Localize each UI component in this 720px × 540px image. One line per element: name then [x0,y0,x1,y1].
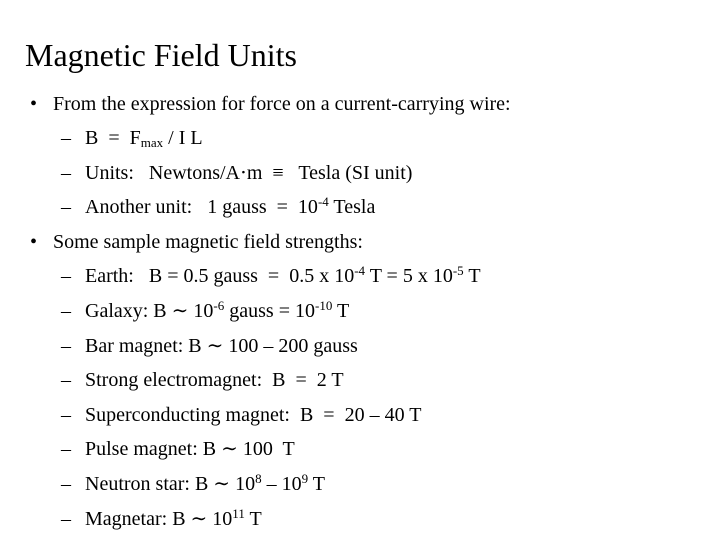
dash-marker: – [61,404,71,426]
sub-bullet-item [61,161,412,185]
bullet-text: Strong electromagnet: B = 2 T [85,369,344,391]
superscript: 8 [255,471,262,486]
slide-title: Magnetic Field Units [25,37,297,73]
bullet-text [85,473,325,495]
text-run: T [244,508,262,530]
bullet-text [85,265,481,287]
text-run: Another unit: 1 gauss = 10 [85,196,318,218]
bullet-text [85,300,349,322]
superscript: 11 [232,506,245,521]
bullet-item [30,230,363,254]
text-run: – 10 [261,473,302,495]
bullet-marker: • [30,93,38,115]
sub-bullet-item [61,403,421,427]
text-run: T [308,473,325,495]
text-run: B = F [85,127,141,149]
text-run: / I L [163,127,203,149]
sub-bullet-item [61,507,262,531]
dash-marker: – [61,508,71,530]
bullet-text [85,508,262,530]
text-run: T [463,265,481,287]
dash-marker: – [61,127,71,149]
sub-bullet-item [61,368,344,392]
text-run: T = 5 x 10 [365,265,453,287]
bullet-text: Superconducting magnet: B = 20 – 40 T [85,404,422,426]
text-run: Earth: B = 0.5 gauss = 0.5 x 10 [85,265,355,287]
text-run: Magnetar: B ∼ 10 [85,508,233,530]
dash-marker: – [61,369,71,391]
superscript: -6 [213,298,225,313]
superscript: -4 [317,194,329,209]
sub-bullet-item [61,334,358,358]
dash-marker: – [61,300,71,322]
dash-marker: – [61,473,71,495]
bullet-text: Bar magnet: B ∼ 100 – 200 gauss [85,335,358,357]
superscript: -4 [354,263,366,278]
bullet-text: Pulse magnet: B ∼ 100 T [85,438,295,460]
sub-bullet-item [61,195,375,219]
bullet-text [85,196,375,218]
sub-bullet-item [61,437,295,461]
superscript: -10 [315,298,333,313]
text-run: T [332,300,350,322]
bullet-text: Some sample magnetic field strengths: [53,231,363,253]
dash-marker: – [61,196,71,218]
superscript: -5 [452,263,464,278]
bullet-marker: • [30,231,38,253]
text-run: Galaxy: B ∼ 10 [85,300,214,322]
dash-marker: – [61,335,71,357]
subscript: max [140,135,164,150]
dash-marker: – [61,162,71,184]
bullet-text: Units: Newtons/A⋅m ≡ Tesla (SI unit) [85,162,413,184]
dash-marker: – [61,438,71,460]
dash-marker: – [61,265,71,287]
bullet-text: From the expression for force on a current-carrying wire: [53,93,511,115]
text-run: gauss = 10 [224,300,315,322]
bullet-item [30,92,511,116]
bullet-text [85,127,203,149]
text-run: Neutron star: B ∼ 10 [85,473,256,495]
text-run: Tesla [328,196,376,218]
superscript: 9 [301,471,309,486]
sub-bullet-item [61,472,325,496]
sub-bullet-item [61,299,349,323]
sub-bullet-item [61,126,203,150]
sub-bullet-item [61,264,481,288]
